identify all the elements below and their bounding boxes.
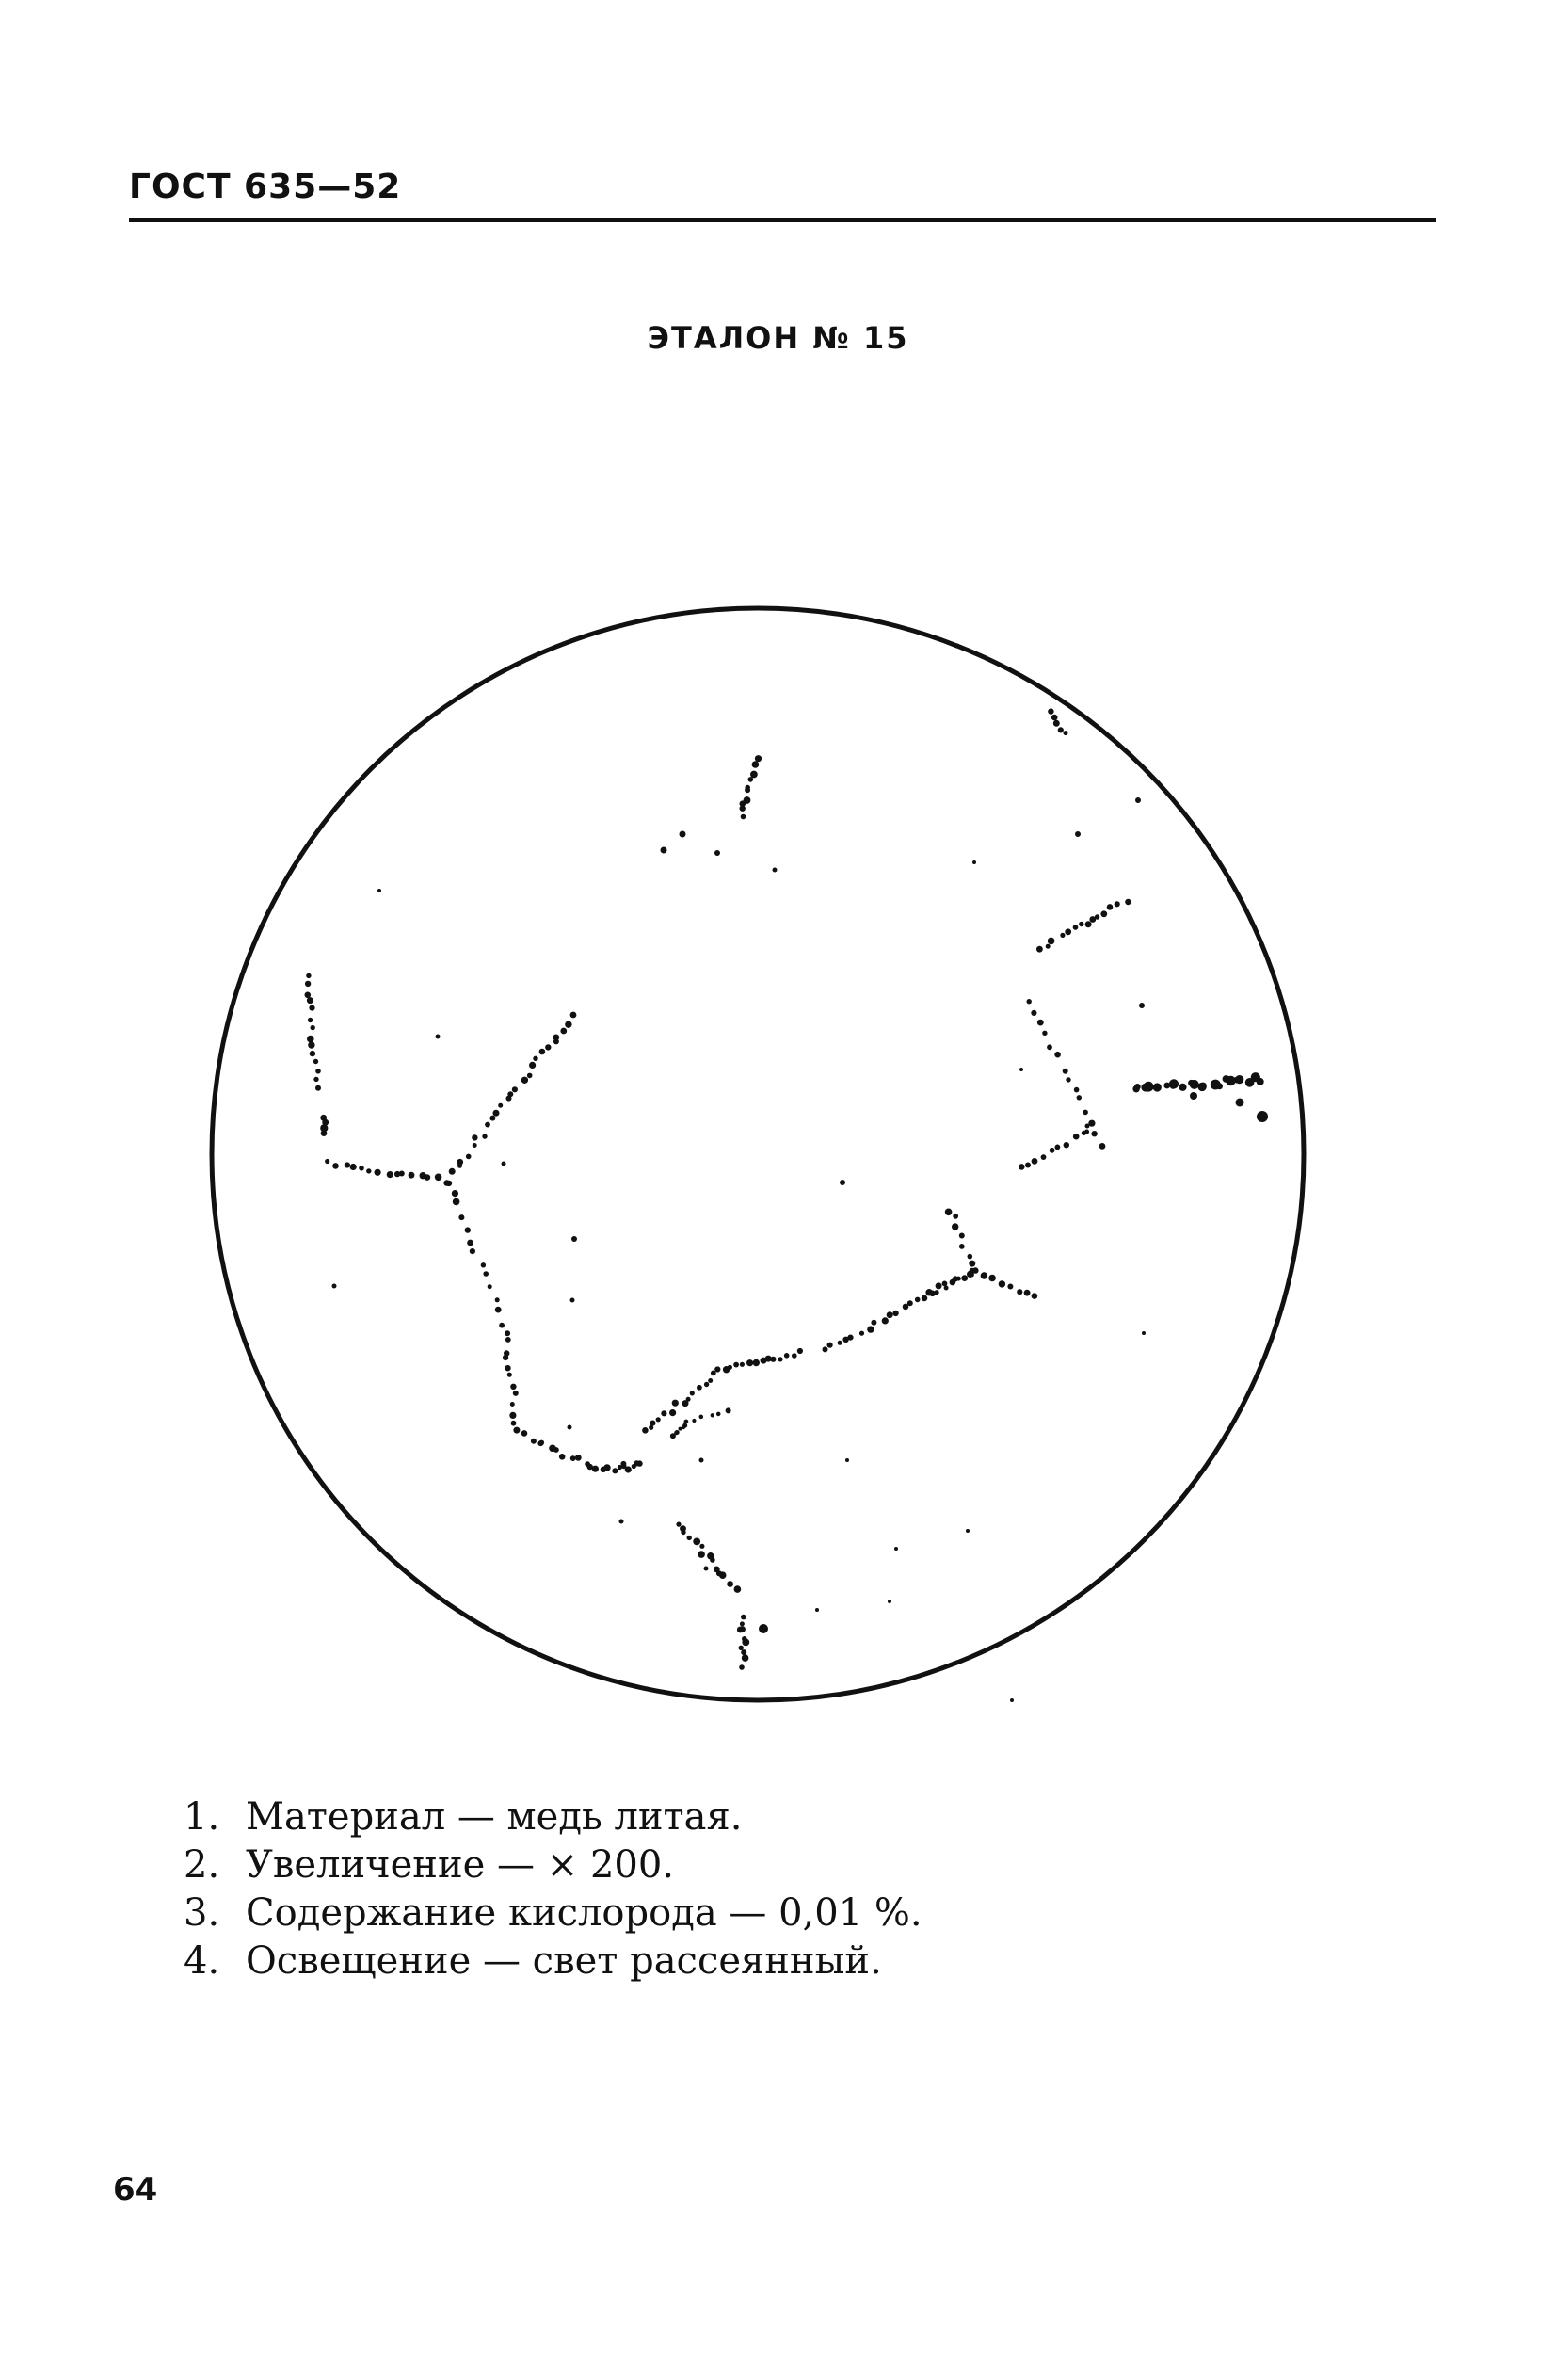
note-item: 3. Содержание кислорода — 0,01 %. [184,1891,922,1935]
notes-list [184,1793,922,1986]
header-rule [129,218,1436,222]
micrograph-image [193,599,1323,1710]
document-header: ГОСТ 635—52 [129,168,402,206]
page-number: 64 [113,2171,158,2209]
note-item: 4. Освещение — свет рассеянный. [184,1939,882,1983]
note-item: 1. Материал — медь литая. [184,1795,743,1839]
note-item: 2. Увеличение — × 200. [184,1843,674,1887]
standard-sample-title: ЭТАЛОН № 15 [647,320,909,356]
